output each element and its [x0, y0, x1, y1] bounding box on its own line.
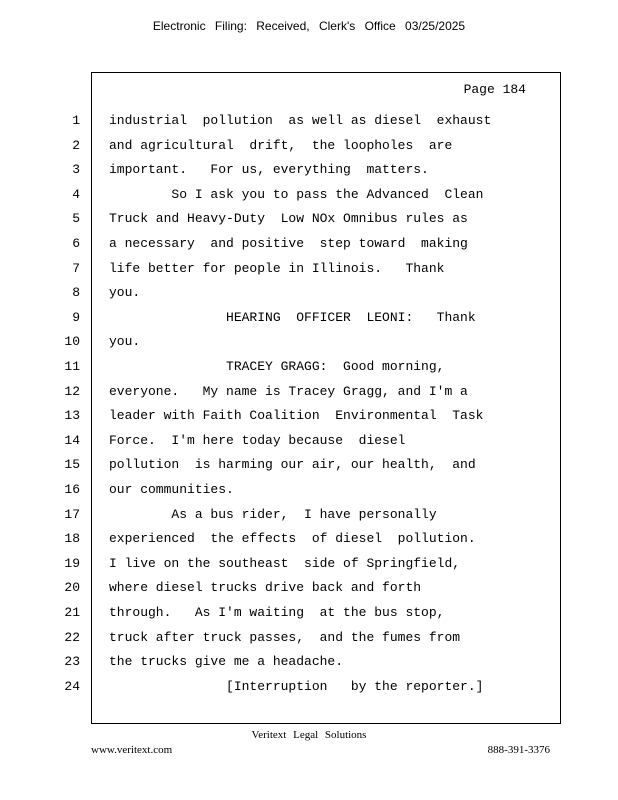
transcript-line	[0, 236, 618, 258]
line-text: you.	[109, 285, 141, 301]
line-number: 12	[64, 383, 80, 399]
line-text: life better for people in Illinois. Thank	[109, 260, 445, 276]
transcript-line	[0, 359, 618, 381]
line-text: TRACEY GRAGG: Good morning,	[109, 359, 445, 374]
line-text: So I ask you to pass the Advanced Clean	[109, 186, 484, 202]
line-number: 19	[64, 555, 80, 571]
line-text: a necessary and positive step toward making	[109, 236, 468, 251]
transcript-line	[0, 433, 618, 455]
page-number: Page 184	[463, 82, 526, 97]
line-text: HEARING OFFICER LEONI: Thank	[109, 309, 476, 325]
transcript-line	[0, 408, 618, 430]
line-number: 18	[64, 531, 80, 547]
line-text: leader with Faith Coalition Environmental Task	[109, 408, 484, 424]
line-number: 10	[64, 334, 80, 350]
line-number: 1	[72, 113, 80, 128]
line-number: 9	[72, 309, 80, 325]
transcript-line	[0, 285, 618, 307]
line-number: 5	[72, 211, 80, 227]
line-number: 17	[64, 506, 80, 522]
line-number: 11	[64, 359, 80, 374]
transcript-line	[0, 310, 618, 332]
line-number: 15	[64, 457, 80, 473]
transcript-line	[0, 630, 618, 652]
transcript-line	[0, 138, 618, 160]
line-number: 8	[72, 285, 80, 301]
line-text: Force. I'm here today because diesel	[109, 432, 406, 448]
transcript-line	[0, 384, 618, 406]
line-text: As a bus rider, I have personally	[109, 506, 437, 522]
line-text: where diesel trucks drive back and forth	[109, 580, 422, 596]
line-number: 20	[64, 580, 80, 596]
line-text: everyone. My name is Tracey Gragg, and I'm a	[109, 383, 468, 399]
transcript-line	[0, 334, 618, 356]
line-text: our communities.	[109, 482, 234, 497]
transcript-line	[0, 113, 618, 135]
line-number: 21	[64, 605, 80, 620]
line-text: truck after truck passes, and the fumes from	[109, 629, 461, 645]
line-number: 6	[72, 236, 80, 251]
line-number: 16	[64, 482, 80, 497]
footer-company: Veritext Legal Solutions	[251, 729, 367, 741]
line-number: 13	[64, 408, 80, 424]
line-number: 14	[64, 432, 80, 448]
line-number: 3	[72, 162, 80, 178]
transcript-line	[0, 580, 618, 602]
line-text: Truck and Heavy-Duty Low NOx Omnibus rules as	[109, 211, 468, 227]
line-text: and agricultural drift, the loopholes are	[109, 137, 453, 153]
transcript-line	[0, 482, 618, 504]
line-number: 4	[72, 186, 80, 202]
line-text: experienced the effects of diesel pollution.	[109, 531, 476, 547]
line-text: you.	[109, 334, 141, 350]
transcript-line	[0, 162, 618, 184]
transcript-line	[0, 605, 618, 627]
line-text: important. For us, everything matters.	[109, 162, 429, 178]
line-text: [Interruption by the reporter.]	[109, 678, 484, 694]
line-number: 23	[64, 654, 80, 670]
transcript-line	[0, 556, 618, 578]
line-number: 2	[72, 137, 80, 153]
transcript-line	[0, 654, 618, 676]
transcript-line	[0, 211, 618, 233]
filing-stamp-header: Electronic Filing: Received, Clerk's Office 03/25/2025	[152, 19, 466, 33]
line-text: through. As I'm waiting at the bus stop,	[109, 605, 445, 620]
line-text: the trucks give me a headache.	[109, 654, 344, 670]
transcript-line	[0, 507, 618, 529]
transcript-line	[0, 531, 618, 553]
line-text: pollution is harming our air, our health, and	[109, 457, 476, 473]
transcript-line	[0, 679, 618, 701]
transcript-line	[0, 261, 618, 283]
line-number: 24	[64, 678, 80, 694]
line-number: 22	[64, 629, 80, 645]
line-number: 7	[72, 260, 80, 276]
line-text: I live on the southeast side of Springfield,	[109, 555, 461, 571]
line-text: industrial pollution as well as diesel exhaust	[109, 113, 492, 128]
footer-website: www.veritext.com	[91, 744, 173, 756]
transcript-line	[0, 187, 618, 209]
transcript-line	[0, 457, 618, 479]
footer-phone: 888-391-3376	[487, 744, 550, 756]
